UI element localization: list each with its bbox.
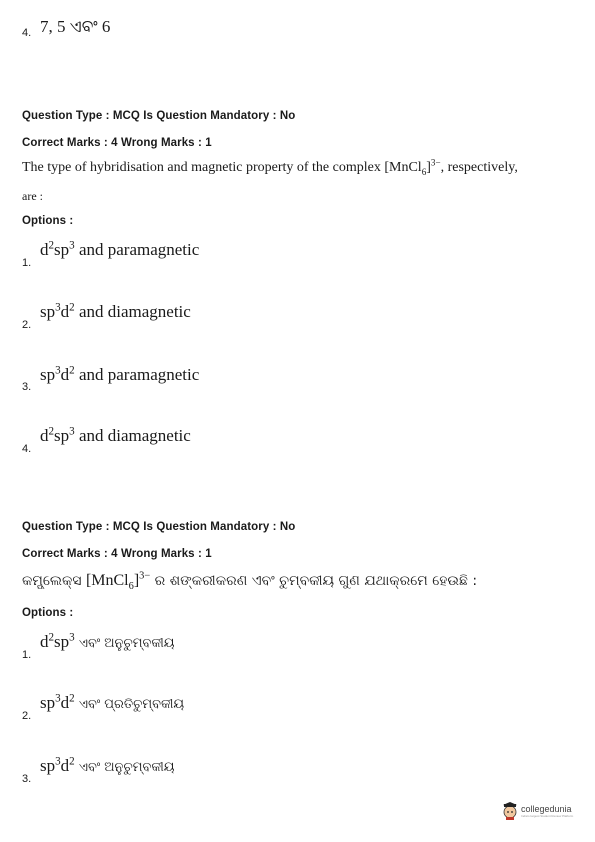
option-text: $d^2sp^3$ and diamagnetic (40, 425, 191, 445)
graduate-mascot-icon (502, 802, 518, 820)
brand-name: collegedunia (521, 804, 572, 814)
option-text: $sp^3d^2$ ଏବଂ ଅନୁଚୁମ୍ବକୀୟ (40, 755, 175, 775)
brand-tagline: India's largest Student Review Platform (521, 814, 574, 818)
marks-meta: Correct Marks : 4 Wrong Marks : 1 (22, 548, 212, 560)
option-text: $sp^3d^2$ ଏବଂ ପ୍ରତିଚୁମ୍ବକୀୟ (40, 692, 185, 712)
option-number: 2. (22, 710, 32, 722)
question-meta: Question Type : MCQ Is Question Mandatory : No (22, 110, 296, 122)
option-text: $d^2sp^3$ and paramagnetic (40, 239, 200, 259)
option-number: 4. (22, 443, 32, 455)
option-number: 4. (22, 27, 32, 39)
question-text: କମ୍ପ୍ଲେକ୍ସ [MnCl$_6$]$^{3-}$ ର ଶଙ୍କରୀକରଣ ଏବଂ ଚୁମ୍ବକୀୟ ଗୁଣ ଯଥାକ୍ରମେ ହେଉଛି : (22, 570, 478, 593)
option-number: 1. (22, 257, 32, 269)
option-number: 2. (22, 319, 32, 331)
question-meta: Question Type : MCQ Is Question Mandatory : No (22, 521, 296, 533)
option-text: $d^2sp^3$ ଏବଂ ଅନୁଚୁମ୍ବକୀୟ (40, 631, 175, 651)
option-number: 3. (22, 773, 32, 785)
option-number: 3. (22, 381, 32, 393)
question-text: The type of hybridisation and magnetic property of the complex [MnCl$_6$]$^{3-}$, respectively, (22, 157, 518, 177)
collegedunia-logo (502, 802, 573, 820)
option-text: $sp^3d^2$ and paramagnetic (40, 364, 200, 384)
marks-meta: Correct Marks : 4 Wrong Marks : 1 (22, 137, 212, 149)
options-label: Options : (22, 215, 74, 227)
option-text: $sp^3d^2$ and diamagnetic (40, 301, 191, 321)
options-label: Options : (22, 607, 74, 619)
option-text: 7, 5 ଏବଂ 6 (40, 17, 111, 36)
question-text-continued: are : (22, 189, 43, 203)
option-number: 1. (22, 649, 32, 661)
